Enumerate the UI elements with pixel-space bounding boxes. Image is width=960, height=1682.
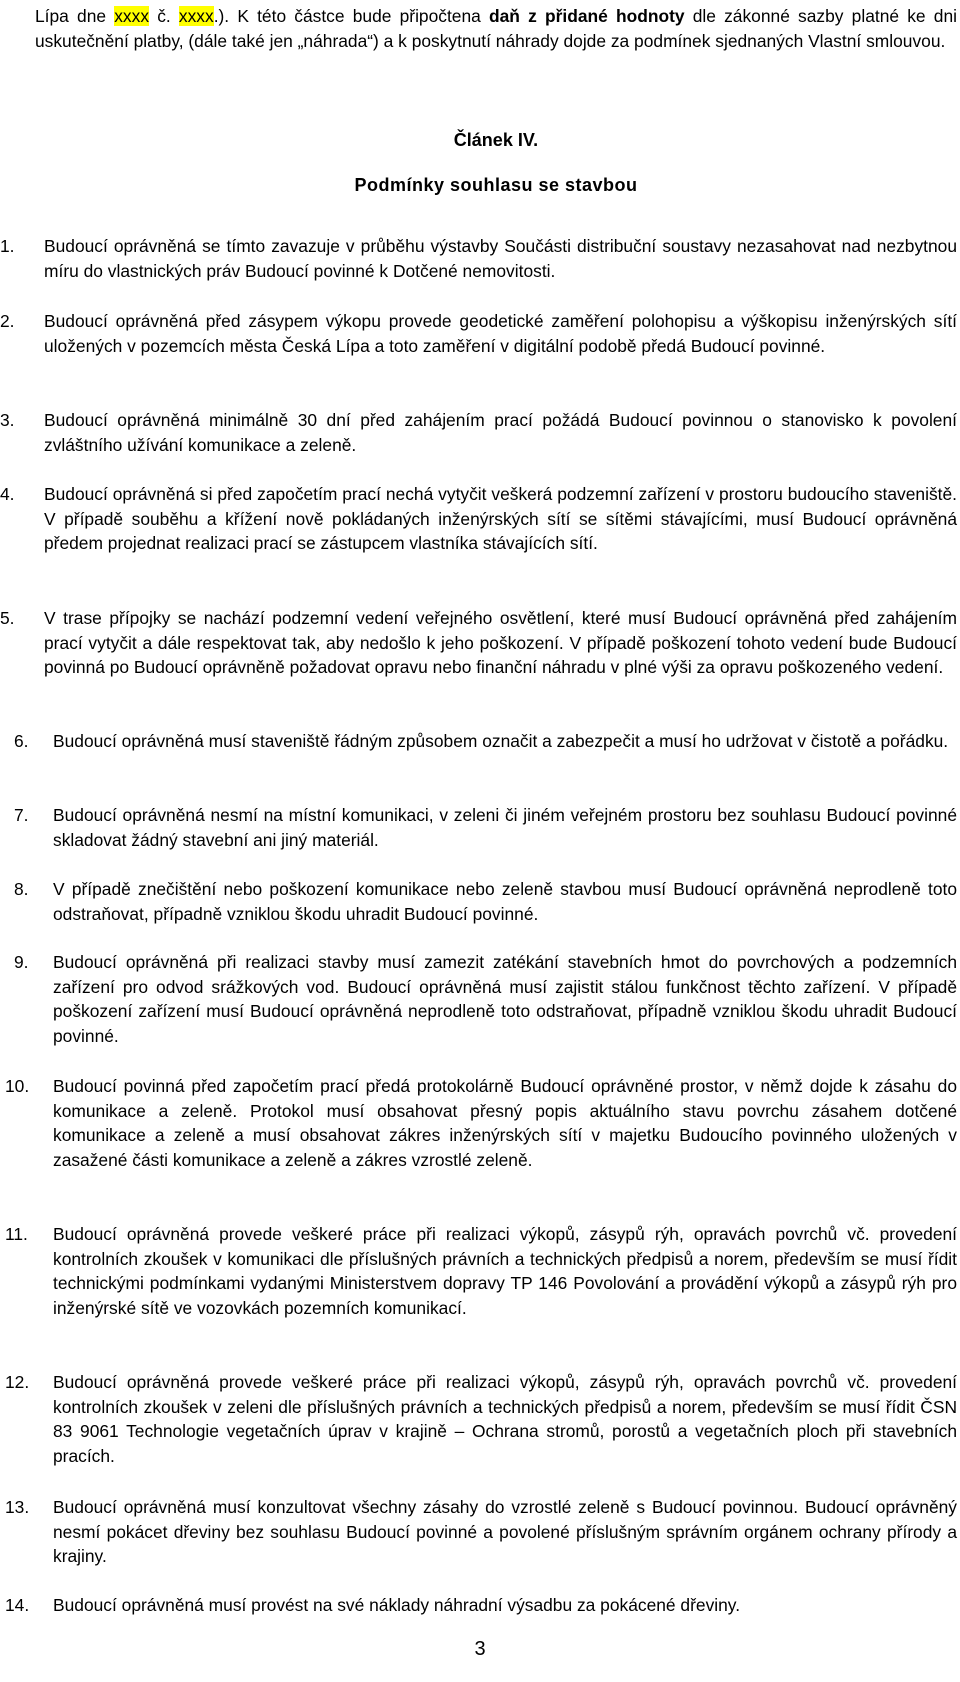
item-number: 8. — [14, 879, 29, 899]
item-text: Budoucí oprávněná provede veškeré práce při realizaci výkopů, zásypů rýh, opravách povrchů vč. provedení kontrolních zkoušek v zeleni dle příslušných právních a technických předpisů a norem, především se musí řídit ČSN 83 9061 Technologie vegetačních úprav v krajině – Ochrana stromů, porostů a vegetačních ploch při stavebních pracích. — [53, 1372, 957, 1466]
list-item — [14, 877, 957, 926]
item-text: Budoucí oprávněná provede veškeré práce při realizaci výkopů, zásypů rýh, opravách povrchů vč. provedení kontrolních zkoušek v komunikaci dle příslušných právních a technických předpisů a norem, především se musí řídit technickými podmínkami vydanými Ministerstvem dopravy TP 146 Povolování a provádění výkopů a zásypů rýh pro inženýrské sítě ve vozovkách pozemních komunikací. — [53, 1224, 957, 1318]
item-text: Budoucí oprávněná musí staveniště řádným způsobem označit a zabezpečit a musí ho udržovat v čistotě a pořádku. — [53, 731, 949, 751]
item-text: Budoucí oprávněná musí provést na své náklady náhradní výsadbu za pokácené dřeviny. — [53, 1595, 741, 1615]
item-text: Budoucí oprávněná nesmí na místní komunikaci, v zeleni či jiném veřejném prostoru bez souhlasu Budoucí povinné skladovat žádný stavební ani jiný materiál. — [53, 805, 957, 850]
item-number: 6. — [14, 731, 29, 751]
list-item — [0, 606, 957, 680]
intro-text-1: Lípa dne — [35, 6, 115, 26]
item-number: 11. — [5, 1224, 28, 1244]
item-text: Budoucí oprávněná před zásypem výkopu provede geodetické zaměření polohopisu a výškopisu inženýrských sítí uložených v pozemcích města Česká Lípa a toto zaměření v digitální podobě předá Budoucí povinné. — [44, 311, 957, 356]
item-number: 13. — [5, 1497, 30, 1517]
highlighted-placeholder-date: xxxx — [114, 6, 150, 26]
item-text: Budoucí oprávněná si před započetím prací nechá vytyčit veškerá podzemní zařízení v prostoru budoucího staveniště. V případě souběhu a křížení nově pokládaných inženýrských sítí se sítěmi stávajícími, musí Budoucí oprávněná předem projednat realizaci prací se zástupcem vlastníka stávajících sítí. — [44, 484, 957, 553]
list-item — [5, 1593, 957, 1618]
highlighted-placeholder-number: xxxx — [178, 6, 214, 26]
list-item — [14, 803, 957, 852]
item-text: Budoucí povinná před započetím prací předá protokolárně Budoucí oprávněné prostor, v němž dojde k zásahu do komunikace a zeleně. Protokol musí obsahovat přesný popis aktuálního stavu povrchu zásahem dotčené komunikace a zeleně a musí obsahovat zákres inženýrských sítí v majetku Budoucího povinného uložených v zasažené části komunikace a zeleně a zákres vzrostlé zeleně. — [53, 1076, 957, 1170]
item-number: 5. — [0, 608, 15, 628]
item-number: 3. — [0, 410, 15, 430]
item-text: V případě znečištění nebo poškození komunikace nebo zeleně stavbou musí Budoucí oprávněná neprodleně toto odstraňovat, případně vzniklou škodu uhradit Budoucí povinné. — [53, 879, 957, 924]
list-item — [0, 234, 957, 283]
article-title: Podmínky souhlasu se stavbou — [354, 175, 638, 195]
list-item — [0, 408, 957, 457]
list-item — [0, 309, 957, 358]
intro-text-4: dle zákonné sazby platné ke dni uskutečnění platby, (dále také jen „náhrada“) a k poskytnutí náhrady dojde za podmínek sjednaných Vlastní smlouvou. — [35, 6, 957, 51]
list-item — [5, 1495, 957, 1569]
intro-text-2: č. — [149, 6, 179, 26]
item-number: 4. — [0, 484, 15, 504]
page-number: 3 — [474, 1638, 486, 1660]
item-text: Budoucí oprávněná musí konzultovat všechny zásahy do vzrostlé zeleně s Budoucí povinnou. Budoucí oprávněný nesmí pokácet dřeviny bez souhlasu Budoucí povinné a povolené příslušným správním orgánem ochrany přírody a krajiny. — [53, 1497, 957, 1566]
article-number: Článek IV. — [453, 130, 539, 150]
item-number: 7. — [14, 805, 29, 825]
intro-bold-vat: daň z přidané hodnoty — [489, 6, 685, 26]
list-item — [5, 1222, 957, 1320]
list-item — [5, 1370, 957, 1468]
item-number: 14. — [5, 1595, 30, 1615]
item-number: 12. — [5, 1372, 30, 1392]
item-number: 9. — [14, 952, 29, 972]
item-text: Budoucí oprávněná se tímto zavazuje v průběhu výstavby Součásti distribuční soustavy nezasahovat nad nezbytnou míru do vlastnických práv Budoucí povinné k Dotčené nemovitosti. — [44, 236, 957, 281]
intro-text-3: .). K této částce bude připočtena — [213, 6, 489, 26]
list-item — [5, 1074, 957, 1172]
item-text: Budoucí oprávněná minimálně 30 dní před zahájením prací požádá Budoucí povinnou o stanovisko k povolení zvláštního užívání komunikace a zeleně. — [44, 410, 957, 455]
intro-paragraph — [35, 4, 957, 53]
list-item — [14, 729, 957, 754]
item-number: 1. — [0, 236, 15, 256]
item-number: 2. — [0, 311, 15, 331]
list-item — [0, 482, 957, 556]
list-item — [14, 950, 957, 1048]
item-text: V trase přípojky se nachází podzemní vedení veřejného osvětlení, které musí Budoucí oprávněná před zahájením prací vytyčit a dále respektovat tak, aby nedošlo k jeho poškození. V případě poškození tohoto vedení bude Budoucí povinná po Budoucí oprávněně požadovat opravu nebo finanční náhradu v plné výši za opravu poškozeného vedení. — [44, 608, 957, 677]
item-number: 10. — [5, 1076, 30, 1096]
item-text: Budoucí oprávněná při realizaci stavby musí zamezit zatékání stavebních hmot do povrchových a podzemních zařízení pro odvod srážkových vod. Budoucí oprávněná musí zajistit stálou funkčnost těchto zařízení. V případě poškození zařízení musí Budoucí oprávněná neprodleně toto odstraňovat, případně vzniklou škodu uhradit Budoucí povinné. — [53, 952, 957, 1046]
